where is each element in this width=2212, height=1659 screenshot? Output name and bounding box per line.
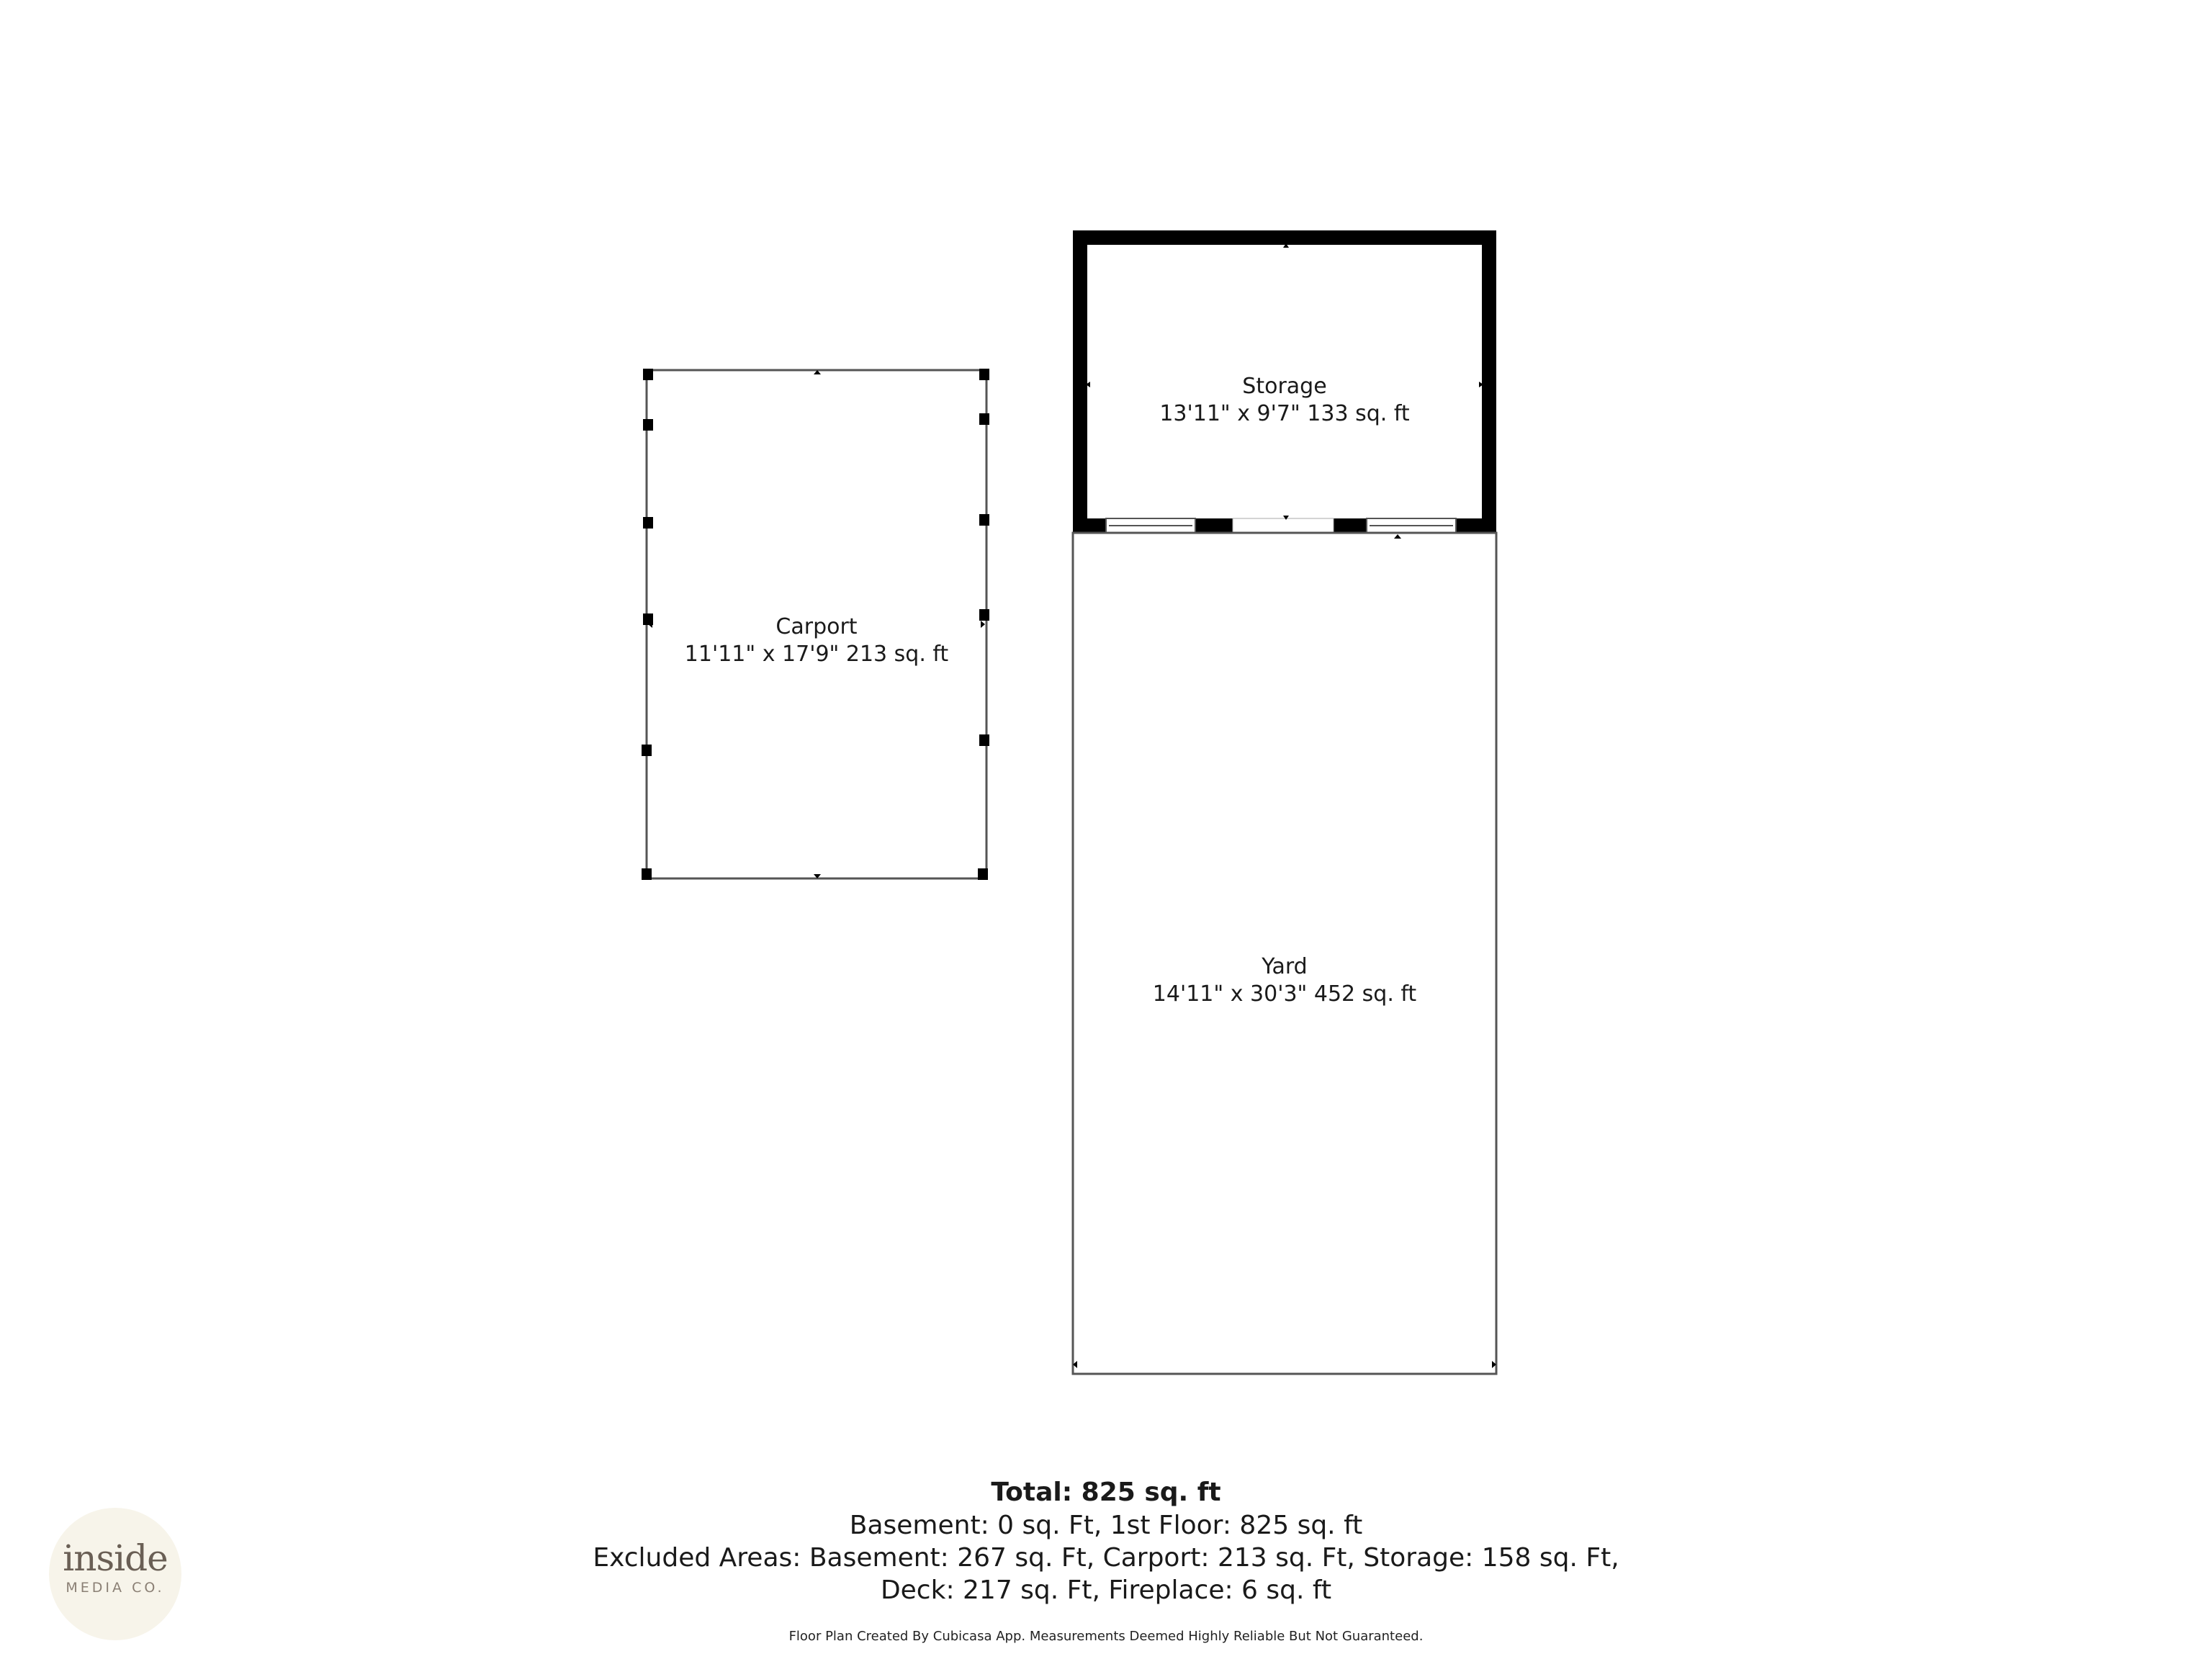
carport-dimensions: 11'11" x 17'9" 213 sq. ft: [684, 642, 949, 667]
storage-name: Storage: [1242, 374, 1327, 399]
area-summary: [386, 1476, 1826, 1606]
carport-post: [978, 868, 988, 880]
carport-post: [642, 745, 652, 756]
disclaimer-note: Floor Plan Created By Cubicasa App. Measurements Deemed Highly Reliable But Not Guaranteed.: [788, 1629, 1424, 1644]
yard-marker-top: [1394, 534, 1401, 539]
company-logo: [49, 1508, 181, 1640]
carport-post: [642, 868, 652, 880]
storage-door-opening: [1233, 518, 1334, 533]
carport-post: [643, 369, 653, 380]
storage-dimensions: 13'11" x 9'7" 133 sq. ft: [1159, 401, 1410, 426]
floor-breakdown: Basement: 0 sq. Ft, 1st Floor: 825 sq. ft: [849, 1511, 1363, 1540]
carport-name: Carport: [775, 614, 858, 639]
logo-wordmark: inside: [63, 1537, 168, 1579]
excluded-areas-line2: Deck: 217 sq. Ft, Fireplace: 6 sq. ft: [880, 1575, 1332, 1605]
excluded-areas-line1: Excluded Areas: Basement: 267 sq. Ft, Carport: 213 sq. Ft, Storage: 158 sq. Ft,: [593, 1543, 1619, 1573]
carport-post: [979, 514, 989, 526]
carport-post: [979, 369, 989, 380]
total-area: Total: 825 sq. ft: [991, 1478, 1221, 1507]
carport-post: [643, 517, 653, 529]
logo-subtitle: MEDIA CO.: [66, 1580, 165, 1596]
carport-post: [979, 734, 989, 746]
yard-name: Yard: [1262, 954, 1308, 979]
carport-label: [565, 613, 1069, 668]
yard-dimensions: 14'11" x 30'3" 452 sq. ft: [1152, 981, 1417, 1007]
carport-post: [643, 419, 653, 431]
storage-label: [1033, 373, 1537, 428]
carport-post: [979, 413, 989, 425]
yard-label: [1033, 953, 1537, 1008]
